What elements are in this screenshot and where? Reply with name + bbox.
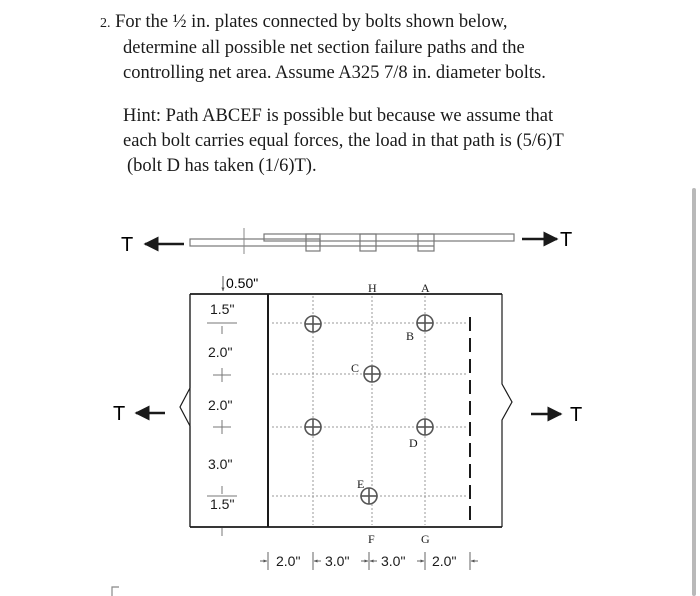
bolt-hole	[305, 419, 321, 435]
dim-horizontal-2: 3.0"	[325, 553, 350, 569]
bolt-hole	[364, 366, 380, 382]
dim-horizontal-4: 2.0"	[432, 553, 457, 569]
horizontal-dimensions	[260, 552, 478, 570]
problem-line-2: determine all possible net section failure paths and the	[123, 38, 525, 58]
dim-horizontal-3: 3.0"	[381, 553, 406, 569]
hint-line-2: each bolt carries equal forces, the load in that path is (5/6)T	[123, 131, 564, 151]
dim-vertical-4: 3.0"	[208, 456, 233, 472]
plan-view	[113, 275, 582, 570]
dim-vertical-1: 1.5"	[210, 301, 235, 317]
hint-line-1: Hint: Path ABCEF is possible but because we assume that	[123, 106, 554, 126]
problem-number: 2.	[100, 16, 111, 31]
bolt-hole	[305, 316, 321, 332]
dim-horizontal-1: 2.0"	[276, 553, 301, 569]
point-label-e: E	[357, 477, 365, 491]
force-label-top-left: T	[121, 234, 134, 256]
elevation-view	[121, 228, 572, 256]
bolt-hole	[417, 315, 433, 331]
break-line-right	[502, 294, 512, 527]
scrollbar[interactable]	[692, 188, 696, 596]
bolt-group	[305, 315, 433, 504]
point-label-f: F	[368, 532, 375, 546]
problem-line-3: controlling net area. Assume A325 7/8 in. diameter bolts.	[123, 63, 546, 83]
problem-line-1: 2. For the ½ in. plates connected by bolts shown below,	[100, 12, 508, 32]
force-label-left: T	[113, 403, 126, 425]
corner-bracket-icon	[112, 587, 119, 596]
force-label-right: T	[570, 404, 583, 426]
dim-top-offset: 0.50"	[226, 275, 259, 291]
point-label-a: A	[421, 281, 430, 295]
force-label-top-right: T	[560, 229, 573, 251]
dim-vertical-5: 1.5"	[210, 496, 235, 512]
point-label-c: C	[351, 361, 360, 375]
break-line-left	[180, 294, 190, 527]
vertical-dimensions	[207, 275, 258, 536]
bolt-hole	[417, 419, 433, 435]
plate-elevation	[190, 234, 514, 251]
point-label-b: B	[406, 329, 415, 343]
dim-vertical-2: 2.0"	[208, 344, 233, 360]
point-label-g: G	[421, 532, 430, 546]
dim-vertical-3: 2.0"	[208, 397, 233, 413]
hint-line-3: (bolt D has taken (1/6)T).	[127, 156, 317, 176]
point-label-h: H	[368, 281, 377, 295]
point-label-d: D	[409, 436, 418, 450]
